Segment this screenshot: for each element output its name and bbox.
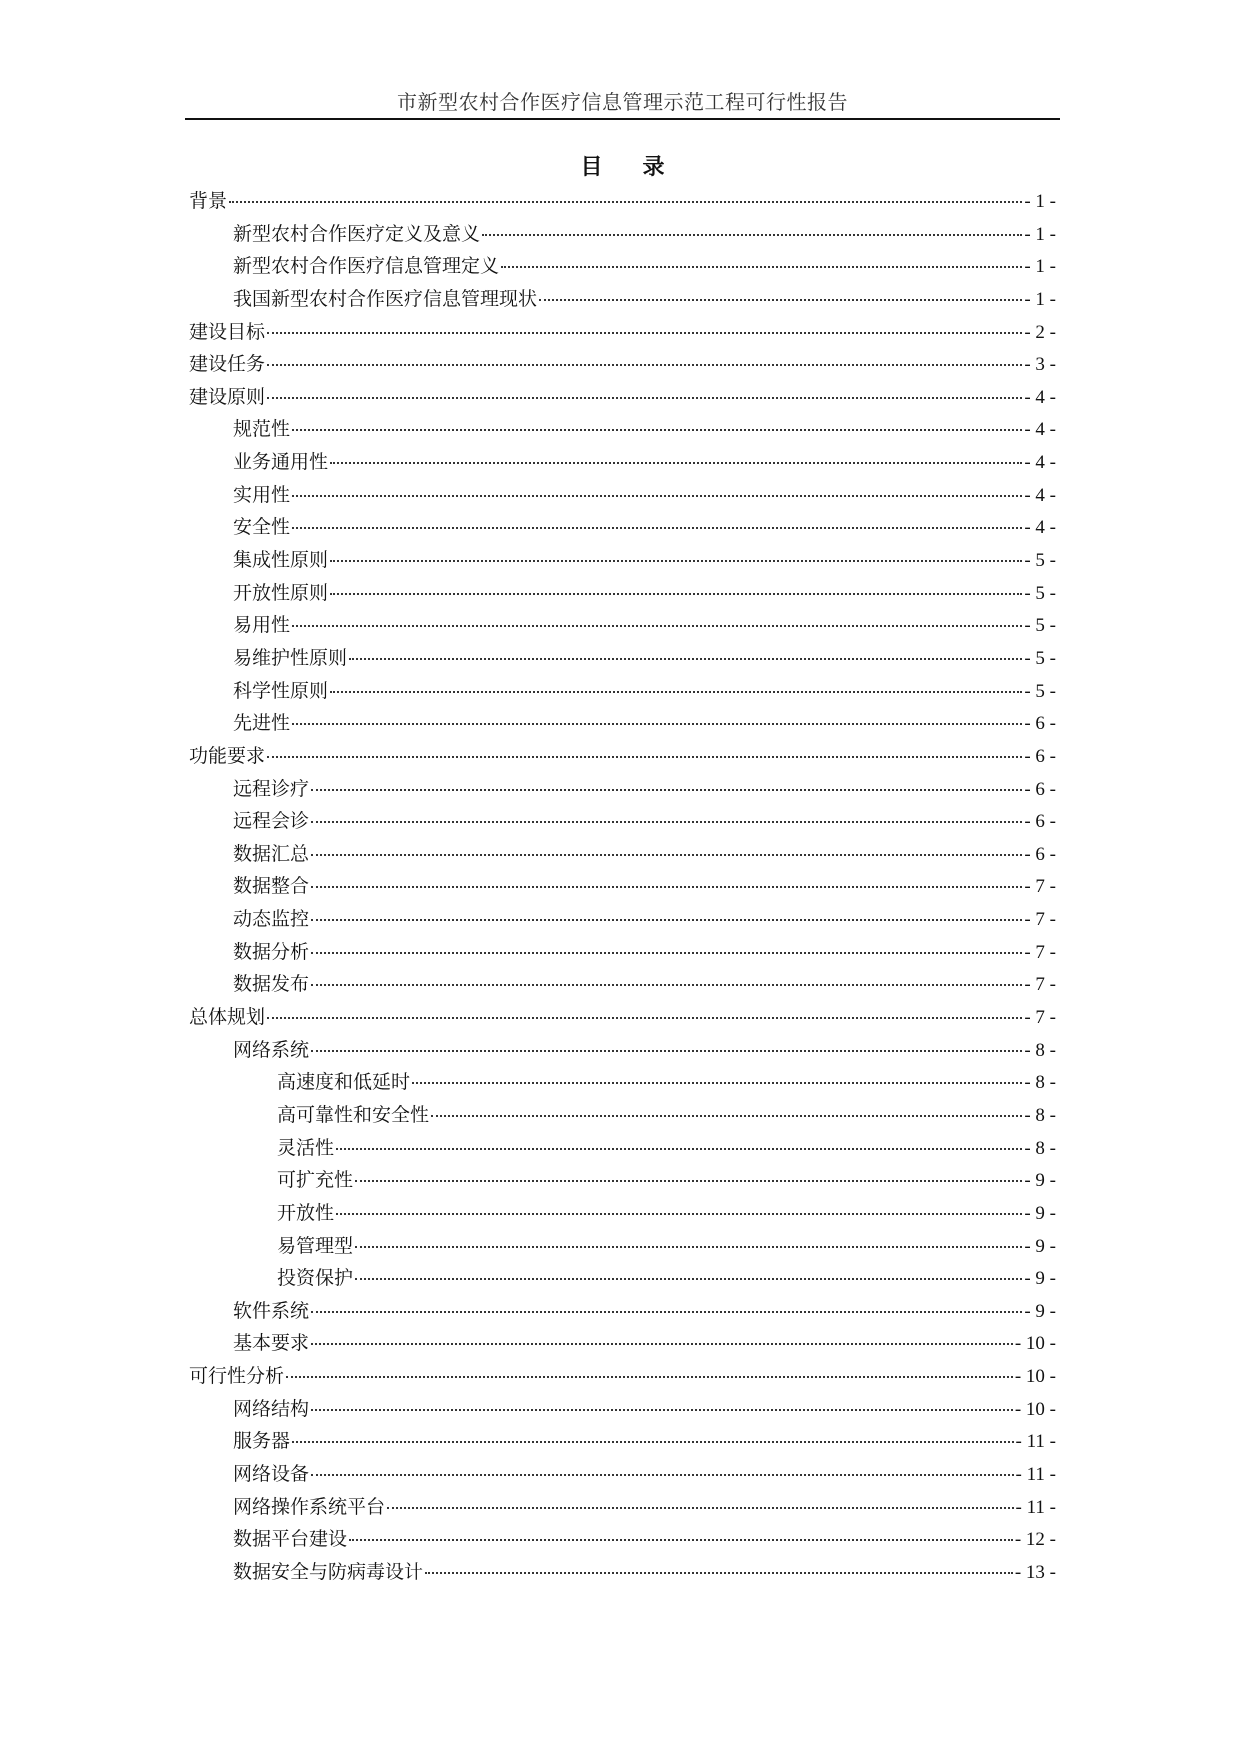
toc-entry-text: 网络设备 xyxy=(233,1462,310,1485)
toc-entry[interactable] xyxy=(189,676,1056,709)
toc-page-number: - 4 - xyxy=(1024,484,1056,506)
toc-dot-leader xyxy=(330,462,1022,464)
toc-page-number: - 5 - xyxy=(1024,582,1056,604)
toc-entry-text: 易维护性原则 xyxy=(233,646,348,669)
toc-entry-text: 规范性 xyxy=(233,418,291,441)
toc-entry-text: 远程会诊 xyxy=(233,810,310,833)
toc-entry[interactable] xyxy=(189,1426,1056,1459)
toc-entry-text: 可扩充性 xyxy=(277,1169,354,1192)
toc-entry[interactable] xyxy=(189,382,1056,415)
toc-dot-leader xyxy=(501,266,1022,268)
toc-dot-leader xyxy=(267,364,1022,366)
toc-entry-text: 先进性 xyxy=(233,712,291,735)
toc-entry[interactable] xyxy=(189,1231,1056,1264)
toc-dot-leader xyxy=(311,1409,1013,1411)
toc-entry-text: 网络操作系统平台 xyxy=(233,1495,386,1518)
toc-dot-leader xyxy=(292,1441,1014,1443)
toc-dot-leader xyxy=(330,691,1022,693)
toc-dot-leader xyxy=(311,1311,1022,1313)
toc-entry[interactable] xyxy=(189,545,1056,578)
toc-entry-text: 数据汇总 xyxy=(233,842,310,865)
toc-dot-leader xyxy=(267,397,1022,399)
toc-dot-leader xyxy=(349,658,1022,660)
toc-dot-leader xyxy=(286,1376,1013,1378)
toc-page-number: - 8 - xyxy=(1024,1137,1056,1159)
toc-entry-text: 软件系统 xyxy=(233,1299,310,1322)
toc-page-number: - 4 - xyxy=(1024,419,1056,441)
toc-entry[interactable] xyxy=(189,1165,1056,1198)
toc-page-number: - 4 - xyxy=(1024,452,1056,474)
toc-dot-leader xyxy=(311,854,1022,856)
toc-entry-text: 集成性原则 xyxy=(233,549,329,572)
toc-entry[interactable] xyxy=(189,447,1056,480)
toc-dot-leader xyxy=(292,527,1022,529)
toc-entry[interactable] xyxy=(189,708,1056,741)
toc-dot-leader xyxy=(336,1148,1022,1150)
toc-entry-text: 数据整合 xyxy=(233,875,310,898)
toc-entry[interactable] xyxy=(189,219,1056,252)
toc-dot-leader xyxy=(267,332,1022,334)
toc-entry-text: 业务通用性 xyxy=(233,451,329,474)
toc-entry-text: 实用性 xyxy=(233,483,291,506)
toc-entry-text: 开放性原则 xyxy=(233,581,329,604)
toc-entry-text: 建设目标 xyxy=(189,320,266,343)
toc-entry[interactable] xyxy=(189,1198,1056,1231)
toc-dot-leader xyxy=(330,560,1022,562)
toc-entry[interactable] xyxy=(189,774,1056,807)
toc-entry[interactable] xyxy=(189,349,1056,382)
toc-page-number: - 7 - xyxy=(1024,974,1056,996)
toc-entry[interactable] xyxy=(189,1002,1056,1035)
toc-entry-text: 数据发布 xyxy=(233,973,310,996)
toc-entry[interactable] xyxy=(189,1035,1056,1068)
toc-entry-text: 新型农村合作医疗定义及意义 xyxy=(233,222,481,245)
toc-dot-leader xyxy=(311,1343,1013,1345)
toc-entry[interactable] xyxy=(189,969,1056,1002)
toc-dot-leader xyxy=(311,952,1022,954)
toc-dot-leader xyxy=(267,1017,1022,1019)
toc-page-number: - 12 - xyxy=(1014,1529,1056,1551)
toc-dot-leader xyxy=(355,1180,1022,1182)
toc-page-number: - 1 - xyxy=(1024,288,1056,310)
toc-entry[interactable] xyxy=(189,414,1056,447)
toc-entry[interactable] xyxy=(189,512,1056,545)
toc-entry[interactable] xyxy=(189,806,1056,839)
toc-entry-text: 数据安全与防病毒设计 xyxy=(233,1560,424,1583)
toc-page-number: - 11 - xyxy=(1015,1431,1056,1453)
toc-entry[interactable] xyxy=(189,1492,1056,1525)
toc-page-number: - 11 - xyxy=(1015,1463,1056,1485)
toc-page-number: - 6 - xyxy=(1024,713,1056,735)
toc-dot-leader xyxy=(311,821,1022,823)
toc-entry-text: 灵活性 xyxy=(277,1136,335,1159)
toc-entry-text: 背景 xyxy=(189,190,228,212)
toc-entry-text: 易用性 xyxy=(233,614,291,637)
toc-dot-leader xyxy=(311,886,1022,888)
toc-entry[interactable] xyxy=(189,643,1056,676)
toc-page-number: - 8 - xyxy=(1024,1072,1056,1094)
toc-entry[interactable] xyxy=(189,284,1056,317)
toc-dot-leader xyxy=(311,919,1022,921)
toc-dot-leader xyxy=(349,1539,1013,1541)
header-divider xyxy=(185,118,1060,120)
toc-entry-text: 投资保护 xyxy=(277,1267,354,1290)
toc-page-number: - 6 - xyxy=(1024,811,1056,833)
toc-entry-text: 新型农村合作医疗信息管理定义 xyxy=(233,255,500,278)
toc-page-number: - 13 - xyxy=(1014,1561,1056,1583)
toc-page-number: - 6 - xyxy=(1024,745,1056,767)
toc-dot-leader xyxy=(412,1082,1022,1084)
toc-entry-text: 总体规划 xyxy=(189,1006,266,1029)
toc-dot-leader xyxy=(311,1474,1014,1476)
toc-entry-text: 建设原则 xyxy=(189,385,266,408)
toc-page-number: - 9 - xyxy=(1024,1268,1056,1290)
toc-entry-text: 基本要求 xyxy=(233,1332,310,1355)
toc-entry-text: 数据平台建设 xyxy=(233,1528,348,1551)
toc-page-number: - 1 - xyxy=(1024,223,1056,245)
toc-page-number: - 10 - xyxy=(1014,1333,1056,1355)
toc-page-number: - 8 - xyxy=(1024,1039,1056,1061)
toc-dot-leader xyxy=(292,625,1022,627)
toc-page-number: - 7 - xyxy=(1024,876,1056,898)
toc-page-number: - 4 - xyxy=(1024,517,1056,539)
toc-dot-leader xyxy=(431,1115,1022,1117)
toc-page-number: - 5 - xyxy=(1024,680,1056,702)
toc-entry-text: 开放性 xyxy=(277,1201,335,1224)
toc-dot-leader xyxy=(387,1507,1014,1509)
toc-dot-leader xyxy=(482,234,1022,236)
page-header-title: 市新型农村合作医疗信息管理示范工程可行性报告 xyxy=(397,90,848,114)
toc-page-number: - 7 - xyxy=(1024,1007,1056,1029)
toc-entry[interactable] xyxy=(189,1361,1056,1394)
toc-dot-leader xyxy=(292,495,1022,497)
toc-page-number: - 5 - xyxy=(1024,647,1056,669)
toc-entry-text: 网络系统 xyxy=(233,1038,310,1061)
toc-entry[interactable] xyxy=(189,186,1056,219)
toc-entry-text: 安全性 xyxy=(233,516,291,539)
toc-entry-text: 我国新型农村合作医疗信息管理现状 xyxy=(233,287,538,310)
toc-entry[interactable] xyxy=(189,1557,1056,1590)
toc-page-number: - 1 - xyxy=(1024,191,1056,212)
toc-page-number: - 3 - xyxy=(1024,354,1056,376)
toc-page-number: - 7 - xyxy=(1024,909,1056,931)
toc-entry[interactable] xyxy=(189,741,1056,774)
toc-dot-leader xyxy=(355,1246,1022,1248)
toc-page-number: - 7 - xyxy=(1024,941,1056,963)
toc-entry-text: 动态监控 xyxy=(233,908,310,931)
toc-dot-leader xyxy=(539,299,1022,301)
toc-entry-text: 高速度和低延时 xyxy=(277,1071,411,1094)
toc-dot-leader xyxy=(292,429,1022,431)
toc-entry[interactable] xyxy=(189,317,1056,350)
toc-entry-text: 可行性分析 xyxy=(189,1365,285,1388)
toc-entry[interactable] xyxy=(189,937,1056,970)
toc-dot-leader xyxy=(229,201,1022,203)
toc-page-number: - 9 - xyxy=(1024,1300,1056,1322)
toc-page-number: - 9 - xyxy=(1024,1202,1056,1224)
toc-entry-text: 功能要求 xyxy=(189,744,266,767)
toc-entry[interactable] xyxy=(189,1100,1056,1133)
toc-entry-text: 服务器 xyxy=(233,1430,291,1453)
toc-entry[interactable] xyxy=(189,1263,1056,1296)
toc-page-number: - 10 - xyxy=(1014,1398,1056,1420)
toc-page-number: - 5 - xyxy=(1024,550,1056,572)
toc-page-number: - 5 - xyxy=(1024,615,1056,637)
toc-dot-leader xyxy=(267,756,1022,758)
toc-title: 目录 xyxy=(580,154,705,180)
toc-dot-leader xyxy=(311,1050,1022,1052)
toc-entry-text: 易管理型 xyxy=(277,1234,354,1257)
toc-dot-leader xyxy=(311,984,1022,986)
toc-page-number: - 2 - xyxy=(1024,321,1056,343)
toc-entry[interactable] xyxy=(189,839,1056,872)
table-of-contents xyxy=(189,186,1056,1590)
toc-dot-leader xyxy=(425,1572,1013,1574)
toc-entry[interactable] xyxy=(189,251,1056,284)
toc-entry-text: 建设任务 xyxy=(189,353,266,376)
toc-page-number: - 9 - xyxy=(1024,1235,1056,1257)
toc-page-number: - 4 - xyxy=(1024,386,1056,408)
toc-entry[interactable] xyxy=(189,1296,1056,1329)
toc-entry[interactable] xyxy=(189,578,1056,611)
toc-entry-text: 科学性原则 xyxy=(233,679,329,702)
toc-entry-text: 高可靠性和安全性 xyxy=(277,1103,430,1126)
toc-dot-leader xyxy=(355,1278,1022,1280)
toc-dot-leader xyxy=(311,789,1022,791)
toc-page-number: - 8 - xyxy=(1024,1104,1056,1126)
toc-entry[interactable] xyxy=(189,610,1056,643)
toc-entry[interactable] xyxy=(189,1133,1056,1166)
toc-dot-leader xyxy=(292,723,1022,725)
toc-entry-text: 远程诊疗 xyxy=(233,777,310,800)
toc-entry-text: 网络结构 xyxy=(233,1397,310,1420)
toc-page-number: - 6 - xyxy=(1024,843,1056,865)
toc-entry[interactable] xyxy=(189,1328,1056,1361)
toc-dot-leader xyxy=(336,1213,1022,1215)
toc-entry[interactable] xyxy=(189,480,1056,513)
toc-page-number: - 6 - xyxy=(1024,778,1056,800)
toc-entry[interactable] xyxy=(189,1459,1056,1492)
toc-page-number: - 9 - xyxy=(1024,1170,1056,1192)
toc-dot-leader xyxy=(330,593,1022,595)
toc-entry[interactable] xyxy=(189,1067,1056,1100)
toc-page-number: - 10 - xyxy=(1014,1366,1056,1388)
toc-entry[interactable] xyxy=(189,1524,1056,1557)
toc-entry[interactable] xyxy=(189,1394,1056,1427)
toc-entry[interactable] xyxy=(189,904,1056,937)
toc-entry-text: 数据分析 xyxy=(233,940,310,963)
toc-entry[interactable] xyxy=(189,871,1056,904)
toc-page-number: - 11 - xyxy=(1015,1496,1056,1518)
toc-page-number: - 1 - xyxy=(1024,256,1056,278)
